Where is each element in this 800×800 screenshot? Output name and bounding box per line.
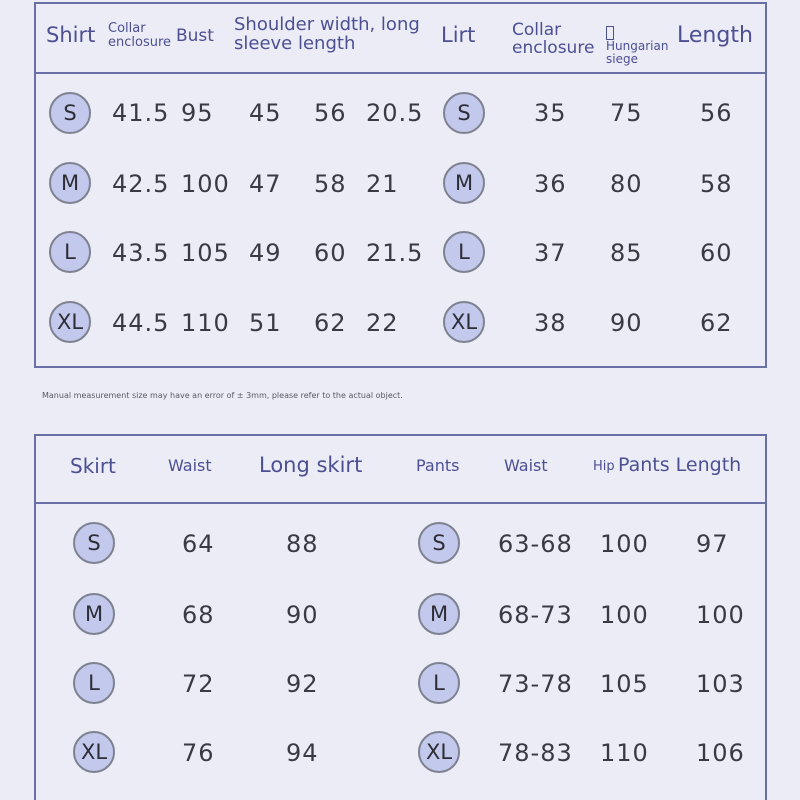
- table-cell: 21.5: [366, 239, 424, 267]
- table-cell: 51: [249, 309, 282, 337]
- table-cell: 100: [600, 530, 649, 558]
- header-collar-enclosure: Collar enclosure: [108, 21, 172, 50]
- broken-glyph-icon: [606, 26, 614, 40]
- table-cell: 97: [696, 530, 729, 558]
- table-cell: 73-78: [498, 670, 573, 698]
- table-cell: 58: [700, 170, 733, 198]
- size-badge-s: S: [49, 92, 91, 134]
- table-cell: 72: [182, 670, 215, 698]
- skirt-pants-size-table: [34, 434, 767, 800]
- header-bust: Bust: [176, 26, 214, 46]
- table-cell: 100: [600, 601, 649, 629]
- header-shirt: Shirt: [46, 23, 96, 47]
- header-hungarian-label: Hungarian siege: [606, 39, 669, 66]
- table-cell: 36: [534, 170, 567, 198]
- size-badge-xl: XL: [49, 301, 91, 343]
- size-badge-l: L: [49, 231, 91, 273]
- table-cell: 20.5: [366, 99, 424, 127]
- size-badge-m: M: [73, 593, 115, 635]
- header-pants: Pants: [416, 456, 460, 475]
- table-cell: 56: [314, 99, 347, 127]
- header-waist-2: Waist: [504, 456, 548, 475]
- table-cell: 68: [182, 601, 215, 629]
- table-cell: 75: [610, 99, 643, 127]
- table-cell: 44.5: [112, 309, 170, 337]
- header-hip: Hip: [593, 459, 615, 474]
- header-shoulder-sleeve: Shoulder width, long sleeve length: [234, 14, 420, 54]
- table-cell: 100: [181, 170, 230, 198]
- header-skirt: Skirt: [70, 454, 116, 478]
- size-badge-l: L: [73, 662, 115, 704]
- measurement-note: Manual measurement size may have an error of ± 3mm, please refer to the actual object.: [42, 391, 403, 400]
- header-collar-enclosure-2: Collar enclosure: [512, 20, 595, 58]
- table-cell: 100: [696, 601, 745, 629]
- table-cell: 62: [700, 309, 733, 337]
- table-cell: 105: [181, 239, 230, 267]
- header-lirt: Lirt: [441, 23, 476, 47]
- table-cell: 60: [700, 239, 733, 267]
- size-badge-xl-2: XL: [418, 731, 460, 773]
- shirt-size-table: [34, 2, 767, 368]
- table-cell: 37: [534, 239, 567, 267]
- table-cell: 63-68: [498, 530, 573, 558]
- table-cell: 110: [600, 739, 649, 767]
- table-cell: 45: [249, 99, 282, 127]
- table-cell: 49: [249, 239, 282, 267]
- table-cell: 88: [286, 530, 319, 558]
- table-cell: 41.5: [112, 99, 170, 127]
- table-cell: 60: [314, 239, 347, 267]
- table-cell: 43.5: [112, 239, 170, 267]
- header-hungarian-siege: [606, 26, 668, 65]
- header-pants-length: Pants Length: [618, 454, 742, 476]
- header-length: Length: [677, 23, 753, 48]
- table-cell: 103: [696, 670, 745, 698]
- table-cell: 90: [286, 601, 319, 629]
- table-cell: 94: [286, 739, 319, 767]
- table-cell: 76: [182, 739, 215, 767]
- size-badge-l-2: L: [443, 231, 485, 273]
- size-badge-xl-2: XL: [443, 301, 485, 343]
- size-badge-l-2: L: [418, 662, 460, 704]
- table-cell: 92: [286, 670, 319, 698]
- size-badge-s: S: [73, 522, 115, 564]
- table-cell: 90: [610, 309, 643, 337]
- table-cell: 110: [181, 309, 230, 337]
- table-cell: 35: [534, 99, 567, 127]
- header-long-skirt: Long skirt: [259, 453, 363, 477]
- table-cell: 78-83: [498, 739, 573, 767]
- size-badge-m-2: M: [418, 593, 460, 635]
- table-cell: 22: [366, 309, 399, 337]
- table-cell: 38: [534, 309, 567, 337]
- size-badge-m: M: [49, 162, 91, 204]
- size-badge-m-2: M: [443, 162, 485, 204]
- size-badge-s-2: S: [443, 92, 485, 134]
- table-cell: 62: [314, 309, 347, 337]
- table-cell: 42.5: [112, 170, 170, 198]
- header-waist: Waist: [168, 456, 212, 475]
- table-cell: 68-73: [498, 601, 573, 629]
- size-badge-s-2: S: [418, 522, 460, 564]
- size-badge-xl: XL: [73, 731, 115, 773]
- table-cell: 58: [314, 170, 347, 198]
- table-cell: 95: [181, 99, 214, 127]
- table-cell: 80: [610, 170, 643, 198]
- table-cell: 47: [249, 170, 282, 198]
- table-cell: 21: [366, 170, 399, 198]
- table-cell: 105: [600, 670, 649, 698]
- table-cell: 56: [700, 99, 733, 127]
- table-cell: 64: [182, 530, 215, 558]
- table-cell: 106: [696, 739, 745, 767]
- table-cell: 85: [610, 239, 643, 267]
